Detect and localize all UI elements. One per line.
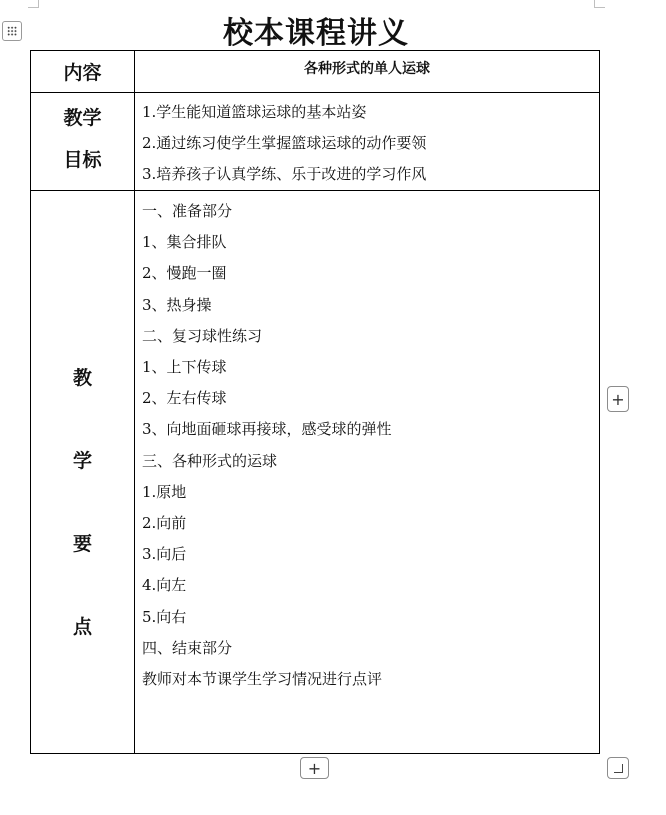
header-label-cell[interactable]: 内容 xyxy=(31,51,135,93)
key-points-label-char: 要 xyxy=(72,533,92,555)
key-points-label-cell[interactable] xyxy=(31,191,135,754)
key-point-item: 2、左右传球 xyxy=(142,389,227,408)
key-point-item: 教师对本节课学生学习情况进行点评 xyxy=(142,670,383,689)
add-row-icon[interactable] xyxy=(300,757,329,779)
goals-content-cell[interactable] xyxy=(135,93,600,191)
key-point-item: 二、复习球性练习 xyxy=(142,326,263,345)
key-point-item: 1、集合排队 xyxy=(142,233,227,252)
goals-label-line: 教学 xyxy=(63,107,102,129)
key-point-item: 1.原地 xyxy=(142,482,187,501)
key-points-content-cell[interactable] xyxy=(135,191,600,754)
add-column-symbol: + xyxy=(611,389,625,409)
key-point-item: 3、热身操 xyxy=(142,295,212,314)
table-row-goals xyxy=(31,93,600,191)
key-point-item: 三、各种形式的运球 xyxy=(142,451,278,470)
goal-item: 2.通过练习使学生掌握篮球运球的动作要领 xyxy=(142,134,427,152)
goals-label-line: 目标 xyxy=(63,149,102,171)
key-point-item: 1、上下传球 xyxy=(142,358,227,377)
key-point-item: 2、慢跑一圈 xyxy=(142,264,227,283)
document-title: 校本课程讲义 xyxy=(223,16,409,51)
table-row-key-points xyxy=(31,191,600,754)
key-points-label-char: 学 xyxy=(72,450,92,472)
key-point-item: 5.向右 xyxy=(142,607,187,626)
key-point-item: 一、准备部分 xyxy=(142,202,233,220)
goal-item: 1.学生能知道篮球运球的基本站姿 xyxy=(142,103,367,121)
key-points-label-char: 点 xyxy=(72,616,92,638)
add-column-icon[interactable] xyxy=(607,386,629,412)
key-point-item: 四、结束部分 xyxy=(142,638,233,657)
key-points-label-char: 教 xyxy=(72,367,92,389)
key-point-item: 2.向前 xyxy=(142,514,187,533)
key-point-item: 4.向左 xyxy=(142,576,187,595)
page-corner-mark-right xyxy=(594,0,605,8)
table-resize-icon[interactable] xyxy=(607,757,629,779)
page-corner-mark-left xyxy=(28,0,39,8)
key-point-item: 3.向后 xyxy=(142,545,187,564)
key-point-item: 3、向地面砸球再接球，感受球的弹性 xyxy=(142,420,392,439)
goals-label-cell[interactable] xyxy=(31,93,135,191)
lesson-table xyxy=(30,50,600,754)
header-value-cell[interactable]: 各种形式的单人运球 xyxy=(135,51,600,93)
goal-item: 3.培养孩子认真学练、乐于改进的学习作风 xyxy=(142,165,427,183)
add-row-symbol: + xyxy=(307,758,322,778)
table-row-header xyxy=(31,51,600,93)
